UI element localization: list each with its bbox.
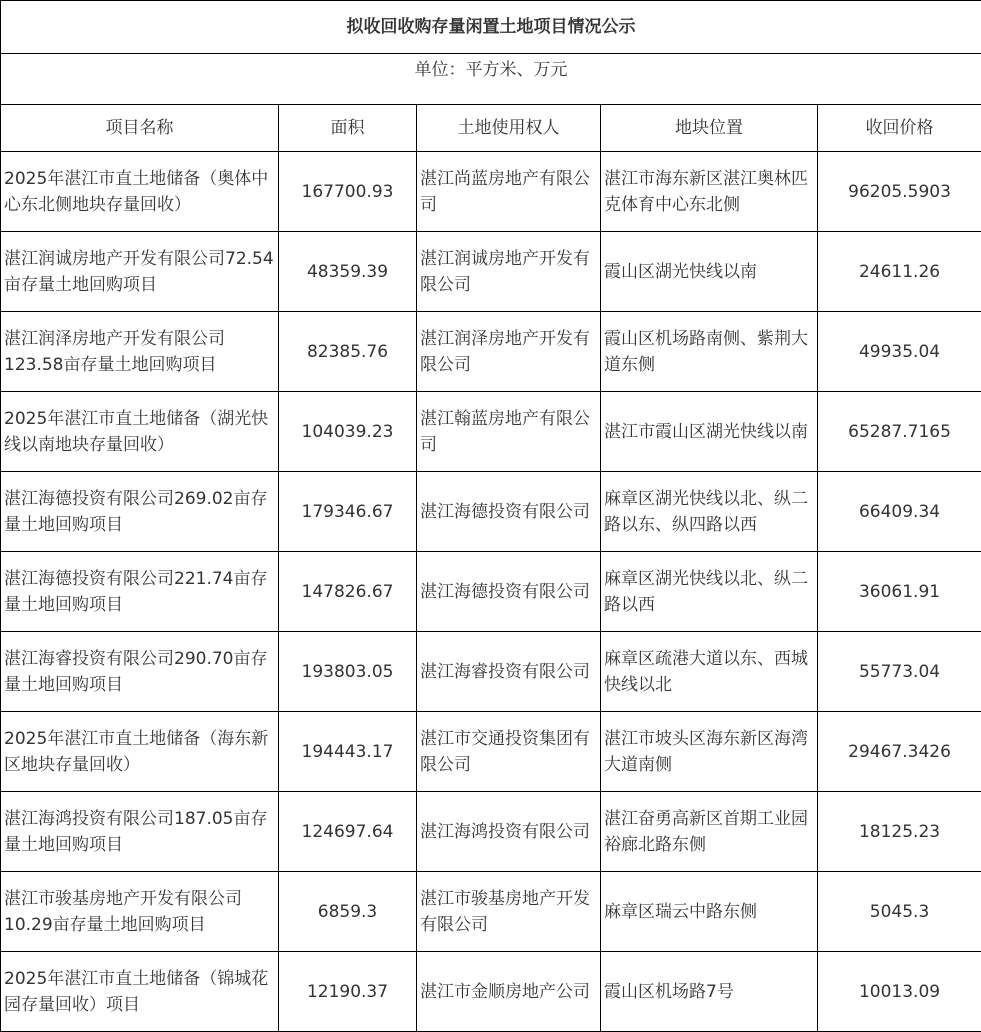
cell-location: 湛江奋勇高新区首期工业园裕廊北路东侧 [601, 792, 818, 872]
unit-note: 单位：平方米、万元 [1, 54, 981, 105]
cell-area: 82385.76 [279, 312, 417, 392]
cell-owner: 湛江市交通投资集团有限公司 [417, 712, 601, 792]
table-row [1, 712, 981, 792]
cell-project-name: 湛江润诚房地产开发有限公司72.54亩存量土地回购项目 [1, 232, 279, 312]
cell-owner: 湛江翰蓝房地产有限公司 [417, 392, 601, 472]
cell-location: 湛江市坡头区海东新区海湾大道南侧 [601, 712, 818, 792]
cell-owner: 湛江润泽房地产开发有限公司 [417, 312, 601, 392]
header-price: 收回价格 [818, 105, 981, 152]
cell-location: 麻章区湖光快线以北、纵二路以东、纵四路以西 [601, 472, 818, 552]
table-row [1, 392, 981, 472]
cell-project-name: 湛江海鸿投资有限公司187.05亩存量土地回购项目 [1, 792, 279, 872]
title-row [1, 1, 981, 54]
cell-owner: 湛江海鸿投资有限公司 [417, 792, 601, 872]
cell-owner: 湛江润诚房地产开发有限公司 [417, 232, 601, 312]
cell-project-name: 湛江海睿投资有限公司290.70亩存量土地回购项目 [1, 632, 279, 712]
header-owner: 土地使用权人 [417, 105, 601, 152]
cell-area: 124697.64 [279, 792, 417, 872]
cell-location: 湛江市霞山区湖光快线以南 [601, 392, 818, 472]
table-title: 拟收回收购存量闲置土地项目情况公示 [1, 1, 981, 54]
header-location: 地块位置 [601, 105, 818, 152]
cell-price: 10013.09 [818, 952, 981, 1032]
cell-location: 麻章区疏港大道以东、西城快线以北 [601, 632, 818, 712]
cell-project-name: 2025年湛江市直土地储备（奥体中心东北侧地块存量回收） [1, 152, 279, 232]
cell-owner: 湛江市金顺房地产公司 [417, 952, 601, 1032]
cell-area: 12190.37 [279, 952, 417, 1032]
cell-owner: 湛江尚蓝房地产有限公司 [417, 152, 601, 232]
cell-price: 36061.91 [818, 552, 981, 632]
cell-project-name: 2025年湛江市直土地储备（海东新区地块存量回收） [1, 712, 279, 792]
cell-owner: 湛江海睿投资有限公司 [417, 632, 601, 712]
cell-project-name: 2025年湛江市直土地储备（锦城花园存量回收）项目 [1, 952, 279, 1032]
table-row [1, 952, 981, 1032]
header-name: 项目名称 [1, 105, 279, 152]
cell-project-name: 湛江海德投资有限公司269.02亩存量土地回购项目 [1, 472, 279, 552]
cell-area: 48359.39 [279, 232, 417, 312]
cell-owner: 湛江市骏基房地产开发有限公司 [417, 872, 601, 952]
unit-row [1, 54, 981, 105]
cell-location: 麻章区瑞云中路东侧 [601, 872, 818, 952]
cell-location: 湛江市海东新区湛江奥林匹克体育中心东北侧 [601, 152, 818, 232]
table-row [1, 872, 981, 952]
table-row [1, 552, 981, 632]
cell-price: 55773.04 [818, 632, 981, 712]
cell-area: 104039.23 [279, 392, 417, 472]
cell-area: 194443.17 [279, 712, 417, 792]
cell-price: 24611.26 [818, 232, 981, 312]
cell-project-name: 2025年湛江市直土地储备（湖光快线以南地块存量回收） [1, 392, 279, 472]
header-area: 面积 [279, 105, 417, 152]
cell-owner: 湛江海德投资有限公司 [417, 552, 601, 632]
cell-owner: 湛江海德投资有限公司 [417, 472, 601, 552]
cell-area: 167700.93 [279, 152, 417, 232]
cell-price: 66409.34 [818, 472, 981, 552]
cell-area: 193803.05 [279, 632, 417, 712]
table-row [1, 232, 981, 312]
cell-price: 49935.04 [818, 312, 981, 392]
cell-location: 霞山区湖光快线以南 [601, 232, 818, 312]
header-row [1, 105, 981, 152]
cell-location: 霞山区机场路南侧、紫荆大道东侧 [601, 312, 818, 392]
cell-price: 29467.3426 [818, 712, 981, 792]
table-row [1, 632, 981, 712]
cell-project-name: 湛江润泽房地产开发有限公司123.58亩存量土地回购项目 [1, 312, 279, 392]
cell-price: 96205.5903 [818, 152, 981, 232]
cell-location: 麻章区湖光快线以北、纵二路以西 [601, 552, 818, 632]
cell-area: 147826.67 [279, 552, 417, 632]
cell-area: 6859.3 [279, 872, 417, 952]
cell-price: 5045.3 [818, 872, 981, 952]
table-row [1, 792, 981, 872]
cell-price: 65287.7165 [818, 392, 981, 472]
cell-price: 18125.23 [818, 792, 981, 872]
cell-location: 霞山区机场路7号 [601, 952, 818, 1032]
table-row [1, 152, 981, 232]
cell-project-name: 湛江海德投资有限公司221.74亩存量土地回购项目 [1, 552, 279, 632]
table-row [1, 472, 981, 552]
cell-area: 179346.67 [279, 472, 417, 552]
table-row [1, 312, 981, 392]
cell-project-name: 湛江市骏基房地产开发有限公司10.29亩存量土地回购项目 [1, 872, 279, 952]
